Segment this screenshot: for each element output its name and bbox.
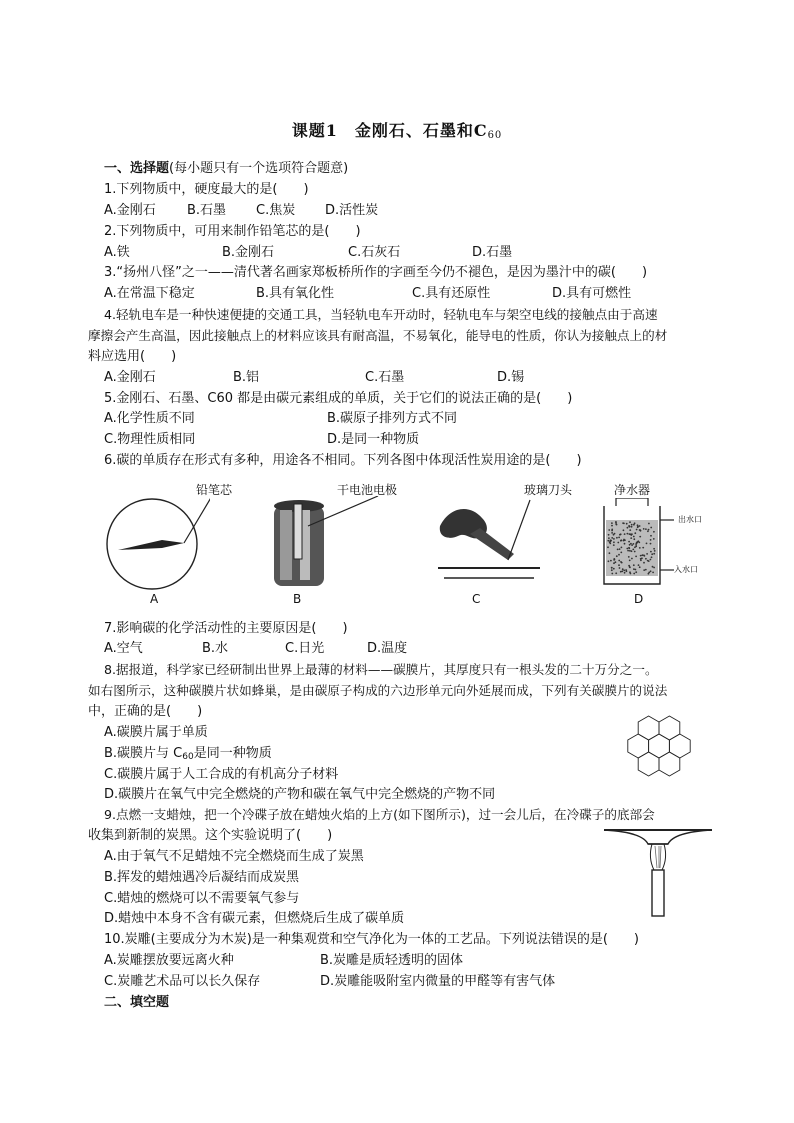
- filter-particle: [650, 551, 652, 553]
- hexagon-cell: [649, 734, 670, 758]
- filter-particle: [631, 550, 633, 552]
- filter-particle: [618, 537, 620, 539]
- filter-particle: [622, 568, 624, 570]
- filter-particle: [642, 547, 644, 549]
- filter-particle: [645, 528, 647, 530]
- filter-particle: [629, 521, 631, 523]
- q8-option-a: A.碳膜片属于单质: [104, 725, 208, 740]
- filter-particle: [624, 533, 626, 535]
- filter-particle: [621, 547, 623, 549]
- filter-particle: [607, 546, 609, 548]
- q9-option-b: B.挥发的蜡烛遇冷后凝结而成炭黑: [104, 870, 300, 885]
- q2-option-c: C.石灰石: [348, 245, 401, 260]
- filter-particle: [623, 523, 625, 525]
- q2-stem: 2.下列物质中，可用来制作铅笔芯的是( ): [104, 224, 361, 239]
- filter-particle: [610, 560, 612, 562]
- filter-particle: [645, 558, 647, 560]
- filter-particle: [637, 540, 639, 542]
- filter-particle: [613, 538, 615, 540]
- q3-option-d: D.具有可燃性: [552, 286, 632, 301]
- filter-particle: [653, 538, 655, 540]
- fig-d-label: 净水器: [614, 483, 651, 497]
- q7-stem: 7.影响碳的化学活动性的主要原因是( ): [104, 621, 348, 636]
- q1-option-b: B.石墨: [187, 203, 227, 218]
- filter-particle: [647, 530, 649, 532]
- q2-option-d: D.石墨: [472, 245, 513, 260]
- filter-particle: [631, 558, 633, 560]
- filter-particle: [621, 570, 623, 572]
- filter-particle: [626, 548, 628, 550]
- filter-particle: [640, 558, 642, 560]
- filter-particle: [643, 528, 645, 530]
- filter-particle: [643, 562, 645, 564]
- filter-particle: [650, 570, 652, 572]
- pencil-lead-figure: [100, 496, 210, 596]
- q9-option-c: C.蜡烛的燃烧可以不需要氧气参与: [104, 891, 300, 906]
- q7-option-a: A.空气: [104, 641, 143, 656]
- filter-particle: [630, 543, 632, 545]
- q8-option-d: D.碳膜片在氧气中完全燃烧的产物和碳在氧气中完全燃烧的产物不同: [104, 787, 496, 802]
- filter-particle: [628, 547, 630, 549]
- filter-particle: [653, 531, 655, 533]
- hexagon-cell: [669, 734, 690, 758]
- section-1-heading: [104, 160, 348, 178]
- filter-particle: [613, 568, 615, 570]
- filter-particle: [650, 527, 652, 529]
- filter-particle: [613, 541, 615, 543]
- filter-particle: [653, 567, 655, 569]
- filter-particle: [639, 547, 641, 549]
- q4-option-a: A.金刚石: [104, 370, 156, 385]
- battery-electrode-figure: [268, 496, 388, 592]
- filter-particle: [608, 529, 610, 531]
- filter-particle: [629, 529, 631, 531]
- filter-particle: [620, 561, 622, 563]
- filter-particle: [651, 553, 653, 555]
- filter-particle: [637, 526, 639, 528]
- filter-particle: [631, 524, 633, 526]
- filter-particle: [611, 525, 613, 527]
- filter-particle: [617, 549, 619, 551]
- q10-option-c: C.炭雕艺术品可以长久保存: [104, 974, 261, 989]
- q9-line-1: 9.点燃一支蜡烛，把一个冷碟子放在蜡烛火焰的上方(如下图所示)，过一会儿后，在冷碟子的底部会: [104, 807, 655, 822]
- filter-particle: [611, 529, 613, 531]
- q9-line-2: 收集到新制的炭黑。这个实验说明了( ): [88, 828, 333, 843]
- filter-particle: [628, 541, 630, 543]
- filter-particle: [635, 569, 637, 571]
- filter-particle: [614, 533, 616, 535]
- title-text: 课题1 金刚石、石墨和C: [291, 121, 488, 140]
- filter-particle: [631, 526, 633, 528]
- filter-particle: [636, 529, 638, 531]
- q1-option-d: D.活性炭: [325, 203, 379, 218]
- q5-option-d: D.是同一种物质: [327, 432, 420, 447]
- q4-line-2: 摩擦会产生高温，因此接触点上的材料应该具有耐高温，不易氧化，能导电的性质，你认为接触点上的材: [88, 328, 668, 343]
- filter-particle: [613, 558, 615, 560]
- q5-option-c: C.物理性质相同: [104, 432, 196, 447]
- filter-particle: [633, 524, 635, 526]
- filter-particle: [638, 564, 640, 566]
- fig-c-letter: C: [472, 592, 481, 606]
- filter-particle: [613, 562, 615, 564]
- page-title: [0, 118, 794, 141]
- q8-line-1: 8.据报道，科学家已经研制出世界上最薄的材料——碳膜片，其厚度只有一根头发的二十万分之一。: [104, 662, 658, 677]
- fig-c-label: 玻璃刀头: [524, 483, 573, 497]
- filter-particle: [639, 566, 641, 568]
- filter-particle: [620, 552, 622, 554]
- filter-particle: [629, 560, 631, 562]
- filter-particle: [633, 536, 635, 538]
- filter-particle: [616, 555, 618, 557]
- filter-particle: [652, 572, 654, 574]
- q7-option-c: C.日光: [285, 641, 325, 656]
- filter-particle: [648, 523, 650, 525]
- honeycomb-figure: [614, 706, 704, 796]
- filter-particle: [648, 529, 650, 531]
- q5-option-a: A.化学性质不同: [104, 411, 195, 426]
- filter-particle: [637, 524, 639, 526]
- fig-b-letter: B: [293, 592, 302, 606]
- hexagon-cell: [659, 752, 680, 776]
- filter-particle: [608, 537, 610, 539]
- filter-particle: [623, 539, 625, 541]
- filter-particle: [653, 548, 655, 550]
- filter-particle: [611, 532, 613, 534]
- inlet-label: 入水口: [674, 565, 698, 574]
- filter-particle: [651, 556, 653, 558]
- section-2-heading: 二、填空题: [104, 995, 170, 1010]
- q8-line-2: 如右图所示，这种碳膜片状如蜂巢，是由碳原子构成的六边形单元向外延展而成，下列有关碳膜片的说法: [88, 683, 668, 698]
- q2-option-b: B.金刚石: [222, 245, 275, 260]
- filter-particle: [611, 567, 613, 569]
- q7-option-b: B.水: [202, 641, 229, 656]
- filter-particle: [626, 523, 628, 525]
- filter-particle: [619, 534, 621, 536]
- hexagon-cell: [628, 734, 649, 758]
- title-subscript: 60: [487, 130, 503, 141]
- fig-a-letter: A: [150, 592, 159, 606]
- hexagon-cell: [659, 716, 680, 740]
- filter-particle: [632, 549, 634, 551]
- filter-particle: [650, 543, 652, 545]
- filter-particle: [618, 564, 620, 566]
- filter-particle: [627, 550, 629, 552]
- q1-option-a: A.金刚石: [104, 203, 156, 218]
- q8-line-3: 中，正确的是( ): [88, 704, 203, 719]
- filter-particle: [613, 544, 615, 546]
- candle-plate-figure: [602, 828, 714, 918]
- glass-cutter-figure: [430, 496, 560, 586]
- filter-particle: [611, 537, 613, 539]
- q1-option-c: C.焦炭: [256, 203, 296, 218]
- fig-d-letter: D: [634, 592, 644, 606]
- q5-stem: 5.金刚石、石墨、C60 都是由碳元素组成的单质，关于它们的说法正确的是( ): [104, 391, 573, 406]
- filter-particle: [608, 534, 610, 536]
- filter-particle: [627, 533, 629, 535]
- filter-particle: [635, 556, 637, 558]
- q4-option-d: D.锡: [497, 370, 525, 385]
- filter-particle: [609, 541, 611, 543]
- filter-particle: [608, 560, 610, 562]
- filter-particle: [620, 539, 622, 541]
- filter-particle: [648, 560, 650, 562]
- filter-particle: [619, 548, 621, 550]
- filter-particle: [646, 543, 648, 545]
- filter-particle: [654, 550, 656, 552]
- filter-particle: [639, 525, 641, 527]
- q10-option-a: A.炭雕摆放要远离火种: [104, 953, 234, 968]
- section-1-title: 一、选择题: [104, 161, 170, 176]
- filter-particle: [628, 526, 630, 528]
- filter-particle: [623, 529, 625, 531]
- filter-particle: [650, 559, 652, 561]
- fig-b-label: 干电池电极: [337, 483, 398, 497]
- filter-particle: [650, 539, 652, 541]
- section-1-note: (每小题只有一个选项符合题意): [169, 161, 349, 176]
- filter-particle: [642, 554, 644, 556]
- filter-particle: [639, 536, 641, 538]
- filter-particle: [615, 523, 617, 525]
- filter-particle: [611, 573, 613, 575]
- filter-particle: [648, 573, 650, 575]
- filter-particle: [617, 542, 619, 544]
- q10-option-d: D.炭雕能吸附室内微量的甲醛等有害气体: [320, 974, 556, 989]
- filter-particle: [631, 544, 633, 546]
- filter-particle: [640, 555, 642, 557]
- filter-particle: [633, 573, 635, 575]
- filter-particle: [607, 540, 609, 542]
- filter-particle: [643, 569, 645, 571]
- q8-option-c: C.碳膜片属于人工合成的有机高分子材料: [104, 767, 339, 782]
- q3-option-a: A.在常温下稳定: [104, 286, 195, 301]
- filter-particle: [645, 569, 647, 571]
- filter-particle: [618, 554, 620, 556]
- filter-particle: [611, 569, 613, 571]
- filter-particle: [615, 572, 617, 574]
- q8-option-b-sub: 60: [182, 752, 194, 762]
- outlet-label: 出水口: [678, 515, 702, 524]
- filter-particle: [615, 521, 617, 523]
- filter-particle: [625, 569, 627, 571]
- filter-particle: [635, 571, 637, 573]
- filter-particle: [630, 573, 632, 575]
- q4-line-3: 料应选用( ): [88, 349, 177, 364]
- filter-particle: [629, 566, 631, 568]
- fig-a-label: 铅笔芯: [196, 483, 233, 497]
- filter-particle: [616, 537, 618, 539]
- q1-stem: 1.下列物质中，硬度最大的是( ): [104, 182, 309, 197]
- q7-option-d: D.温度: [367, 641, 408, 656]
- q9-option-a: A.由于氧气不足蜡烛不完全燃烧而生成了炭黑: [104, 849, 364, 864]
- filter-particle: [640, 530, 642, 532]
- q5-option-b: B.碳原子排列方式不同: [327, 411, 458, 426]
- hexagon-cell: [638, 716, 659, 740]
- filter-particle: [652, 566, 654, 568]
- filter-particle: [634, 551, 636, 553]
- filter-particle: [609, 552, 611, 554]
- filter-particle: [624, 543, 626, 545]
- q8-option-b-pre: B.碳膜片与 C: [104, 746, 183, 761]
- filter-particle: [629, 550, 631, 552]
- q9-option-d: D.蜡烛中本身不含有碳元素，但燃烧后生成了碳单质: [104, 911, 405, 926]
- filter-particle: [646, 553, 648, 555]
- q3-option-c: C.具有还原性: [412, 286, 491, 301]
- q4-line-1: 4.轻轨电车是一种快速便捷的交通工具，当轻轨电车开动时，轻轨电车与架空电线的接触点由于高速: [104, 307, 658, 322]
- filter-particle: [633, 564, 635, 566]
- hexagon-cell: [638, 752, 659, 776]
- q3-stem: 3.“扬州八怪”之一——清代著名画家郑板桥所作的字画至今仍不褪色，是因为墨汁中的碳( ): [104, 265, 648, 280]
- filter-particle: [611, 522, 613, 524]
- filter-particle: [628, 556, 630, 558]
- filter-particle: [618, 560, 620, 562]
- filter-particle: [619, 567, 621, 569]
- filter-particle: [634, 532, 636, 534]
- filter-particle: [635, 546, 637, 548]
- filter-particle: [630, 534, 632, 536]
- filter-particle: [650, 535, 652, 537]
- filter-particle: [633, 538, 635, 540]
- q8-option-b: [104, 745, 272, 766]
- filter-particle: [627, 527, 629, 529]
- q4-option-c: C.石墨: [365, 370, 405, 385]
- filter-particle: [653, 553, 655, 555]
- filter-particle: [624, 572, 626, 574]
- q6-stem: 6.碳的单质存在形式有多种，用途各不相同。下列各图中体现活性炭用途的是( ): [104, 453, 582, 468]
- q10-option-b: B.炭雕是质轻透明的固体: [320, 953, 464, 968]
- q4-option-b: B.铝: [233, 370, 260, 385]
- q8-option-b-post: 是同一种物质: [193, 746, 272, 761]
- q3-option-b: B.具有氧化性: [256, 286, 335, 301]
- filter-particle: [623, 570, 625, 572]
- q2-option-a: A.铁: [104, 245, 130, 260]
- filter-particle: [630, 537, 632, 539]
- filter-particle: [610, 539, 612, 541]
- water-purifier-figure: [598, 498, 688, 590]
- q10-stem: 10.炭雕(主要成分为木炭)是一种集观赏和空气净化为一体的工艺品。下列说法错误的是( ): [104, 932, 639, 947]
